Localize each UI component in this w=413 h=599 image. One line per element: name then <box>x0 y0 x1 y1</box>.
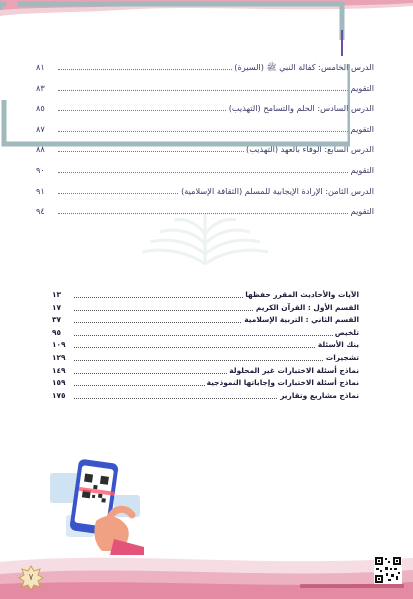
toc-title: الدرس السابع: الوفاء بالعهد (التهذيب) <box>246 144 374 155</box>
index-page: ١٥٩ <box>52 378 66 388</box>
index-title: تشجيرات <box>325 352 359 362</box>
dot-leader <box>74 335 359 336</box>
toc-title: التقويم <box>350 123 374 134</box>
toc-page: ٨٥ <box>36 103 45 114</box>
toc-page: ٩١ <box>36 185 45 196</box>
index-page: ٣٧ <box>52 315 62 325</box>
index-row[interactable] <box>52 289 359 302</box>
index-title: بنك الأسئلة <box>317 340 359 350</box>
index-frame <box>0 0 350 148</box>
index-title: القسم الأول : القرآن الكريم <box>255 302 359 312</box>
index-row[interactable] <box>52 339 359 352</box>
index-row[interactable] <box>52 327 359 340</box>
dot-leader <box>58 172 374 173</box>
page-number: ٧ <box>28 573 34 583</box>
toc-row[interactable] <box>36 161 374 182</box>
index-row[interactable] <box>52 377 359 390</box>
toc-title: الدرس الخامس: كفالة النبي ﷺ (السيرة) <box>232 62 374 75</box>
index-list <box>52 289 359 402</box>
toc-page: ٩٤ <box>36 206 45 217</box>
index-page: ١٠٩ <box>52 340 66 350</box>
index-page: ١٢٩ <box>52 352 66 362</box>
index-row[interactable] <box>52 390 359 403</box>
index-page: ١٧ <box>52 302 62 312</box>
index-page: ١٤٩ <box>52 365 66 375</box>
index-page: ٩٥ <box>52 327 62 337</box>
index-title: نماذج أسئلة الاختبارات غير المحلولة <box>229 365 359 375</box>
toc-page: ٩٠ <box>36 164 45 175</box>
index-title: نماذج مشاريع وتقارير <box>280 390 359 400</box>
index-page: ١٣ <box>52 290 62 299</box>
qr-code-icon[interactable] <box>374 556 402 584</box>
toc-page: ٨١ <box>36 62 45 72</box>
index-title: نماذج أسئلة الاختبارات وإجاباتها النموذجية <box>206 378 359 388</box>
index-row[interactable] <box>52 302 359 315</box>
toc-title: الدرس الثامن: الإرادة الإيجابية للمسلم (الثقافة الإسلامية) <box>181 185 374 196</box>
dot-leader <box>74 360 359 361</box>
toc-title: الدرس السادس: الحلم والتسامح (التهذيب) <box>228 103 374 114</box>
toc-title: التقويم <box>350 164 374 175</box>
book-watermark-icon <box>130 200 280 270</box>
toc-title: التقويم <box>350 206 374 217</box>
index-title: القسم الثاني : التربية الإسلامية <box>244 315 359 325</box>
toc-page: ٨٧ <box>36 123 45 134</box>
index-row[interactable] <box>52 365 359 378</box>
footer-strip <box>300 583 404 589</box>
bottom-decoration <box>0 540 413 599</box>
index-row[interactable] <box>52 352 359 365</box>
index-page: ١٧٥ <box>52 390 66 400</box>
toc-page: ٨٣ <box>36 82 45 93</box>
index-title: الآيات والأحاديث المقرر حفظها <box>245 290 359 299</box>
index-title: تلخيص <box>334 327 359 337</box>
toc-page: ٨٨ <box>36 144 45 155</box>
index-row[interactable] <box>52 314 359 327</box>
toc-title: التقويم <box>350 82 374 93</box>
